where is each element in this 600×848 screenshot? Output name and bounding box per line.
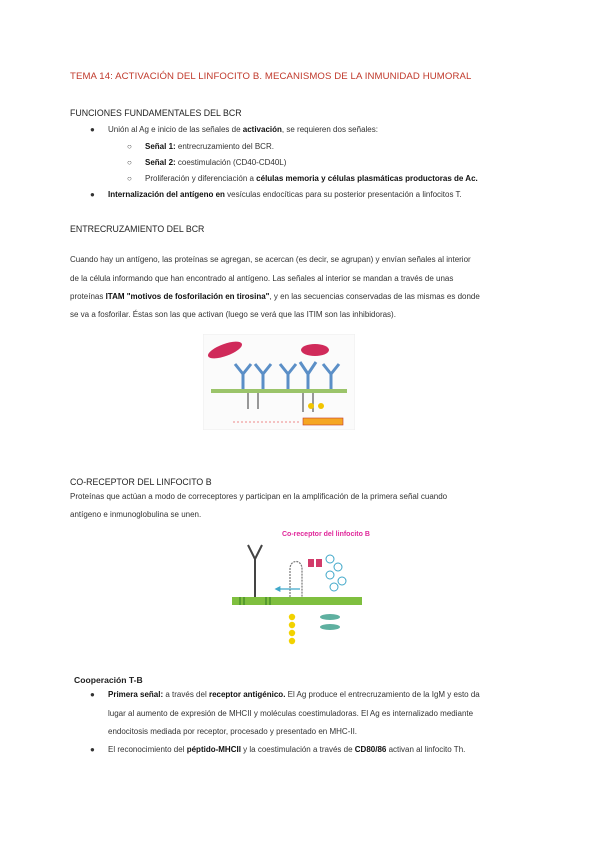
list-item-continuation: endocitosis mediada por receptor, procesado y presentado en MHC-II. [108,727,358,736]
list-item: El reconocimiento del péptido-MHCII y la coestimulación a través de CD80/86 activan al linfocito Th. [108,745,466,754]
bcr-crosslinking-figure [203,334,355,430]
paragraph-line: de la célula informando que han encontrado al antígeno. Las señales al interior se mandan a través de unas [70,274,454,283]
list-item-continuation: lugar al aumento de expresión de MHCII y moléculas coestimuladoras. El Ag es internalizado mediante [108,709,474,718]
bcr-diagram-illustration [203,334,355,430]
list-item: Internalización del antígeno en vesículas endocíticas para su posterior presentación a linfocitos T. [108,190,462,199]
bullet-icon: ● [90,690,95,699]
list-item: Señal 2: coestimulación (CD40-CD40L) [145,158,287,167]
bullet-icon: ● [90,190,95,199]
bullet-icon: ○ [127,174,132,183]
paragraph-line: proteínas ITAM "motivos de fosforilación en tirosina", y en las secuencias conservadas de las mismas es donde [70,292,480,301]
section-heading-bcr-crosslinking: ENTRECRUZAMIENTO DEL BCR [70,224,205,234]
page-title: TEMA 14: ACTIVACIÓN DEL LINFOCITO B. MECANISMOS DE LA INMUNIDAD HUMORAL [70,71,472,82]
paragraph-line: Cuando hay un antígeno, las proteínas se agregan, se acercan (es decir, se agrupan) y envían señales al interior [70,255,471,264]
bullet-icon: ● [90,745,95,754]
list-item: Unión al Ag e inicio de las señales de activación, se requieren dos señales: [108,125,378,134]
coreceptor-figure [230,529,370,649]
paragraph-line: Proteínas que actúan a modo de correceptores y participan en la amplificación de la primera señal cuando [70,492,448,501]
coreceptor-illustration [230,529,370,649]
bullet-icon: ○ [127,158,132,167]
list-item: Proliferación y diferenciación a células memoria y células plasmáticas productoras de Ac. [145,174,478,183]
section-heading-t-b-cooperation: Cooperación T-B [74,675,143,685]
paragraph-line: se va a fosforilar. Éstas son las que activan (luego se verá que las ITIM son las inhibidoras). [70,310,396,319]
figure-title: Co-receptor del linfocito B [282,531,370,538]
list-item: Primera señal: a través del receptor antigénico. El Ag produce el entrecruzamiento de la IgM y esto da [108,690,480,699]
section-heading-bcr-functions: FUNCIONES FUNDAMENTALES DEL BCR [70,108,242,118]
list-item: Señal 1: entrecruzamiento del BCR. [145,142,274,151]
section-heading-b-coreceptor: CO-RECEPTOR DEL LINFOCITO B [70,477,212,487]
bullet-icon: ● [90,125,95,134]
bullet-icon: ○ [127,142,132,151]
paragraph-line: antígeno e inmunoglobulina se unen. [70,510,202,519]
